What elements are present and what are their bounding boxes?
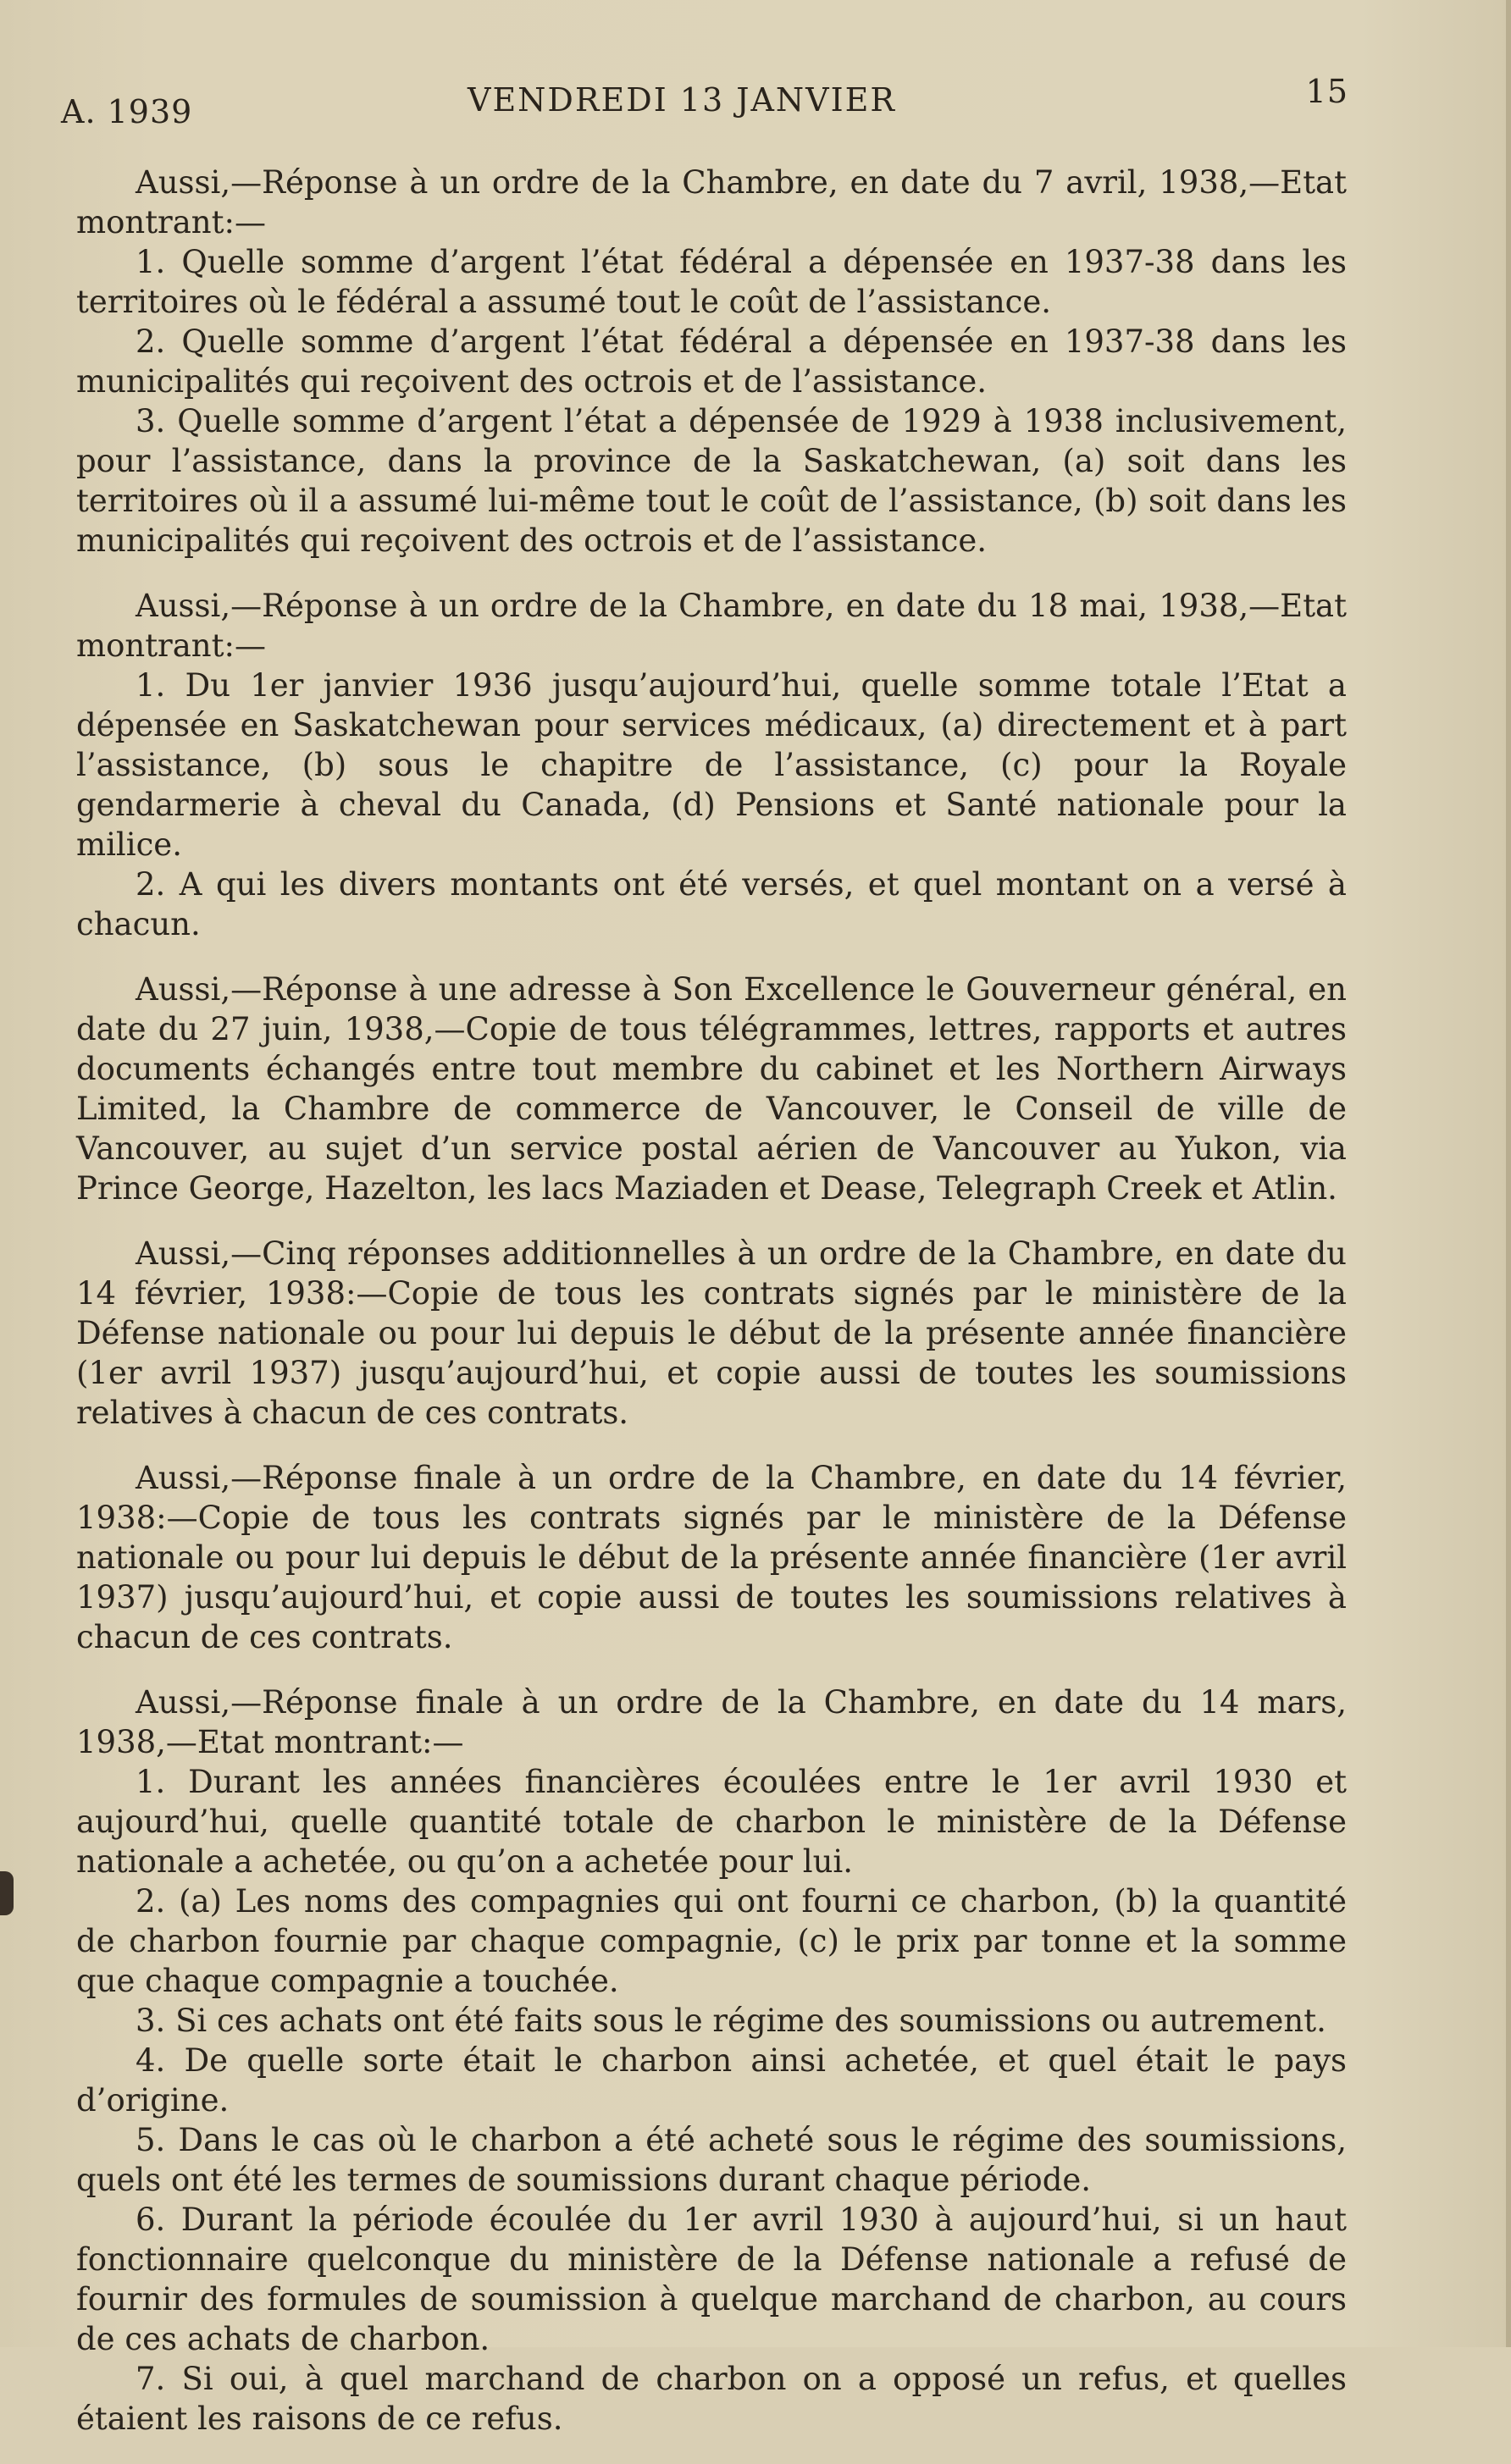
entry-item: 6. Durant la période écoulée du 1er avril 1930 à aujourd’hui, si un haut fonctionnaire quelconque du ministère de la Défense nationale a refusé de fournir des formules de soumission à quelque marchand de charbon, au cours de ces achats de charbon. [76, 2202, 1347, 2357]
entry-item: 4. De quelle sorte était le charbon ainsi achetée, et quel était le pays d’origine. [76, 2042, 1347, 2119]
page-edge [1506, 0, 1511, 2347]
entry-intro: Aussi,—Réponse finale à un ordre de la Chambre, en date du 14 février, 1938:—Copie de tous les contrats signés par le ministère de la Défense nationale ou pour lui depuis le début de la présente année financière (1er avril 1937) jusqu’aujourd’hui, et copie aussi de toutes les soumissions relatives à chacun de ces contrats. [76, 1460, 1347, 1655]
entry-intro: Aussi,—Réponse à un ordre de la Chambre, en date du 18 mai, 1938,—Etat montrant:— [76, 588, 1347, 664]
entry-item: 1. Durant les années financières écoulées entre le 1er avril 1930 et aujourd’hui, quelle quantité totale de charbon le ministère de la Défense nationale a achetée, ou qu’on a achetée pour lui. [76, 1764, 1347, 1880]
entry-intro: Aussi,—Cinq réponses additionnelles à un ordre de la Chambre, en date du 14 février, 1938:—Copie de tous les contrats signés par le ministère de la Défense nationale ou pour lui depuis le début de la présente année financière (1er avril 1937) jusqu’aujourd’hui, et copie aussi de toutes les soumissions relatives à chacun de ces contrats. [76, 1235, 1347, 1431]
entry-item: 1. Quelle somme d’argent l’état fédéral a dépensée en 1937-38 dans les territoires où le fédéral a assumé tout le coût de l’assistance. [76, 244, 1347, 320]
entry-intro: Aussi,—Réponse à une adresse à Son Excellence le Gouverneur général, en date du 27 juin, 1938,—Copie de tous télégrammes, lettres, rapports et autres documents échangés entre tout membre du cabinet et les Northern Airways Limited, la Chambre de commerce de Vancouver, le Conseil de ville de Vancouver, au sujet d’un service postal aérien de Vancouver au Yukon, via Prince George, Hazelton, les lacs Maziaden et Dease, Telegraph Creek et Atlin. [76, 971, 1347, 1207]
document-entry [76, 1234, 1347, 1433]
entry-intro: Aussi,—Réponse à un ordre de la Chambre, en date du 7 avril, 1938,—Etat montrant:— [76, 164, 1347, 240]
document-entry [76, 1682, 1347, 2439]
page-number: 15 [1305, 73, 1348, 110]
entry-item: 1. Du 1er janvier 1936 jusqu’aujourd’hui, quelle somme totale l’Etat a dépensée en Saskatchewan pour services médicaux, (a) directement et à part l’assistance, (b) sous le chapitre de l’assistance, (c) pour la Royale gendarmerie à cheval du Canada, (d) Pensions et Santé nationale pour la milice. [76, 667, 1347, 863]
document-entry [76, 586, 1347, 944]
binding-mark [0, 1871, 14, 1915]
document-entry [76, 1458, 1347, 1657]
entry-item: 5. Dans le cas où le charbon a été acheté sous le régime des soumissions, quels ont été les termes de soumissions durant chaque période. [76, 2122, 1347, 2198]
header-year: A. 1939 [61, 93, 193, 130]
document-entry [76, 163, 1347, 561]
page-header [61, 73, 1348, 132]
entry-item: 3. Si ces achats ont été faits sous le régime des soumissions ou autrement. [136, 2003, 1326, 2039]
entry-item: 2. (a) Les noms des compagnies qui ont fourni ce charbon, (b) la quantité de charbon fournie par chaque compagnie, (c) le prix par tonne et la somme que chaque compagnie a touchée. [76, 1883, 1347, 1999]
document-entry [76, 970, 1347, 1208]
entry-item: 3. Quelle somme d’argent l’état a dépensée de 1929 à 1938 inclusivement, pour l’assistance, dans la province de la Saskatchewan, (a) soit dans les territoires où il a assumé lui-même tout le coût de l’assistance, (b) soit dans les municipalités qui reçoivent des octrois et de l’assistance. [76, 403, 1347, 559]
header-date: VENDREDI 13 JANVIER [468, 81, 896, 119]
entry-item: 7. Si oui, à quel marchand de charbon on a opposé un refus, et quelles étaient les raisons de ce refus. [76, 2361, 1347, 2437]
entry-item: 2. A qui les divers montants ont été versés, et quel montant on a versé à chacun. [76, 866, 1347, 942]
document-body [76, 163, 1347, 2464]
entry-item: 2. Quelle somme d’argent l’état fédéral a dépensée en 1937-38 dans les municipalités qui reçoivent des octrois et de l’assistance. [76, 323, 1347, 400]
entry-intro: Aussi,—Réponse finale à un ordre de la Chambre, en date du 14 mars, 1938,—Etat montrant:— [76, 1684, 1347, 1760]
